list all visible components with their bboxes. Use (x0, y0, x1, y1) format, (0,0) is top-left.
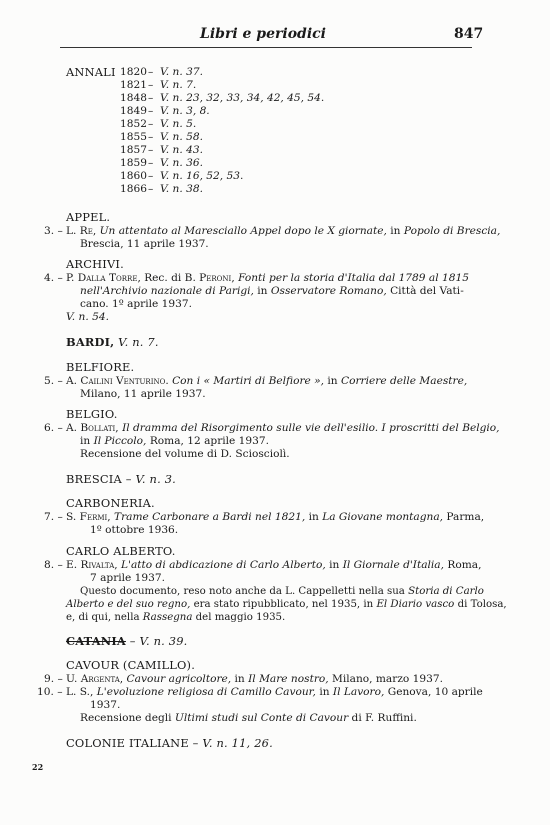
periodical: Osservatore Romano, (270, 285, 387, 297)
annali-year: 1859 (120, 157, 147, 169)
carboneria-entry-line2: 1º ottobre 1936. (90, 524, 179, 536)
belfiore-heading: BELFIORE. (66, 360, 135, 374)
author: S. Fermi, (66, 511, 111, 523)
annali-year: 1866 (120, 183, 147, 195)
periodical: La Giovane montagna, (322, 511, 444, 523)
annali-year: 1821 (120, 79, 147, 91)
bardi-heading: BARDI, V. n. 7. (66, 335, 159, 349)
cavour-entry9: U. Argenta, Cavour agricoltore, in Il Mare nostro, Milano, marzo 1937. (66, 673, 443, 685)
brescia-heading: BRESCIA – V. n. 3. (66, 472, 176, 486)
header-rule (60, 47, 472, 48)
carlo-alberto-heading: CARLO ALBERTO. (66, 544, 176, 558)
periodical: Il Lavoro, (332, 686, 385, 698)
work-title: Con i « Martiri di Belfiore », (172, 375, 325, 387)
annali-dash: – (148, 79, 154, 91)
belgio-note: Recensione del volume di D. Sciosciolì. (80, 448, 290, 460)
annali-dash: – (148, 66, 154, 78)
annali-refs: V. n. 58. (160, 131, 203, 143)
cavour-heading: CAVOUR (CAMILLO). (66, 658, 196, 672)
carlo-alberto-entry-line2: 7 aprile 1937. (90, 572, 166, 584)
belgio-entry-line1 (66, 422, 500, 435)
annali-refs: V. n. 5. (160, 118, 197, 130)
annali-dash: – (148, 92, 154, 104)
entry-number: 8. – (44, 559, 63, 571)
belfiore-entry-line1: A. Cailini Venturino. Con i « Martiri di Belfiore », in Corriere delle Maestre, (66, 375, 468, 387)
entry-number: 10. – (37, 686, 63, 698)
appel-entry-line2: Brescia, 11 aprile 1937. (80, 238, 209, 250)
work-title: Trame Carbonare a Bardi nel 1821, (114, 511, 306, 523)
author: E. Rivalta, (66, 559, 118, 571)
catania-heading: CATANIA – V. n. 39. (66, 634, 188, 648)
carlo-alberto-note-line3: e, di qui, nella Rassegna del maggio 1935. (66, 612, 286, 623)
signature-mark: 22 (32, 762, 44, 772)
carlo-alberto-note-line1: Questo documento, reso noto anche da L. Cappelletti nella sua Storia di Carlo (80, 586, 484, 597)
annali-refs: V. n. 16, 52, 53. (160, 170, 244, 182)
annali-refs: V. n. 23, 32, 33, 34, 42, 45, 54. (160, 92, 325, 104)
colonie-heading: COLONIE ITALIANE – V. n. 11, 26. (66, 736, 273, 750)
appel-entry-line1: L. Re, Un attentato al Maresciallo Appel dopo le X giornate, in Popolo di Brescia, (66, 225, 501, 237)
annali-dash: – (148, 144, 154, 156)
cavour-note: Recensione degli Ultimi studi sul Conte di Cavour di F. Ruffini. (80, 712, 417, 724)
annali-refs: V. n. 37. (160, 66, 203, 78)
entry-number: 9. – (44, 673, 63, 685)
archivi-heading: ARCHIVI. (66, 257, 124, 271)
periodical: Corriere delle Maestre, (341, 375, 468, 387)
archivi-entry-line1: P. Dalla Torre, Rec. di B. Peroni, Fonti per la storia d'Italia dal 1789 al 1815 (66, 272, 469, 284)
periodical: Il Piccolo, (93, 435, 147, 447)
running-title: Libri e periodici (200, 26, 326, 42)
annali-dash: – (148, 131, 154, 143)
annali-year: 1849 (120, 105, 147, 117)
annali-year: 1852 (120, 118, 147, 130)
entry-number: 6. – (44, 422, 63, 434)
annali-refs: V. n. 3, 8. (160, 105, 210, 117)
cavour-entry10-line2: 1937. (90, 699, 121, 711)
work-title: L'evoluzione religiosa di Camillo Cavour, (96, 686, 316, 698)
annali-year: 1857 (120, 144, 147, 156)
author: P. Dalla Torre, (66, 272, 141, 284)
annali-refs: V. n. 43. (160, 144, 203, 156)
work-title: Cavour agricoltore, (126, 673, 232, 685)
archivi-see: V. n. 54. (66, 311, 109, 323)
annali-year: 1820 (120, 66, 147, 78)
work-title: Fonti per la storia d'Italia dal 1789 al 1815 (238, 272, 469, 284)
cavour-entry10-line1: L. S., L'evoluzione religiosa di Camillo Cavour, in Il Lavoro, Genova, 10 aprile (66, 686, 483, 698)
annali-refs: V. n. 36. (160, 157, 203, 169)
annali-dash: – (148, 118, 154, 130)
author: A. Bollati, (66, 422, 119, 434)
entry-number: 7. – (44, 511, 63, 523)
carboneria-heading: CARBONERIA. (66, 496, 155, 510)
belgio-heading: BELGIO. (66, 407, 118, 421)
belgio-entry-line2: in Il Piccolo, Roma, 12 aprile 1937. (80, 435, 270, 447)
annali-refs: V. n. 38. (160, 183, 203, 195)
annali-dash: – (148, 170, 154, 182)
entry-number: 4. – (44, 272, 63, 284)
author: U. Argenta, (66, 673, 124, 685)
author: A. Cailini Venturino. (66, 375, 169, 387)
carlo-alberto-entry-line1: E. Rivalta, L'atto di abdicazione di Carlo Alberto, in Il Giornale d'Italia, Roma, (66, 559, 482, 571)
annali-dash: – (148, 183, 154, 195)
periodical: Il Giornale d'Italia, (342, 559, 444, 571)
appel-heading: APPEL. (66, 210, 111, 224)
work-title: Il dramma del Risorgimento sulle vie dell'esilio. I proscritti del Belgio, (122, 422, 500, 434)
annali-dash: – (148, 157, 154, 169)
annali-dash: – (148, 105, 154, 117)
periodical: Il Mare nostro, (248, 673, 329, 685)
carboneria-entry-line1: S. Fermi, Trame Carbonare a Bardi nel 1821, in La Giovane montagna, Parma, (66, 511, 485, 523)
author: L. Re, (66, 225, 97, 237)
annali-year: 1855 (120, 131, 147, 143)
periodical: Popolo di Brescia, (403, 225, 501, 237)
annali-heading: ANNALI (66, 65, 116, 79)
work-title: L'atto di abdicazione di Carlo Alberto, (121, 559, 326, 571)
entry-number: 3. – (44, 225, 63, 237)
archivi-entry-line2: nell'Archivio nazionale di Parigi, in Osservatore Romano, Città del Vati- (80, 285, 464, 297)
carlo-alberto-note-line2: Alberto e del suo regno, era stato ripubblicato, nel 1935, in El Diario vasco di Tolosa, (66, 599, 507, 610)
belfiore-entry-line2: Milano, 11 aprile 1937. (80, 388, 206, 400)
annali-refs: V. n. 7. (160, 79, 197, 91)
page-number: 847 (454, 26, 484, 42)
entry-number: 5. – (44, 375, 63, 387)
author: L. S., (66, 686, 94, 698)
annali-year: 1860 (120, 170, 147, 182)
annali-year: 1848 (120, 92, 147, 104)
archivi-entry-line3: cano. 1º aprile 1937. (80, 298, 192, 310)
work-title: Un attentato al Maresciallo Appel dopo le X giornate, (99, 225, 387, 237)
